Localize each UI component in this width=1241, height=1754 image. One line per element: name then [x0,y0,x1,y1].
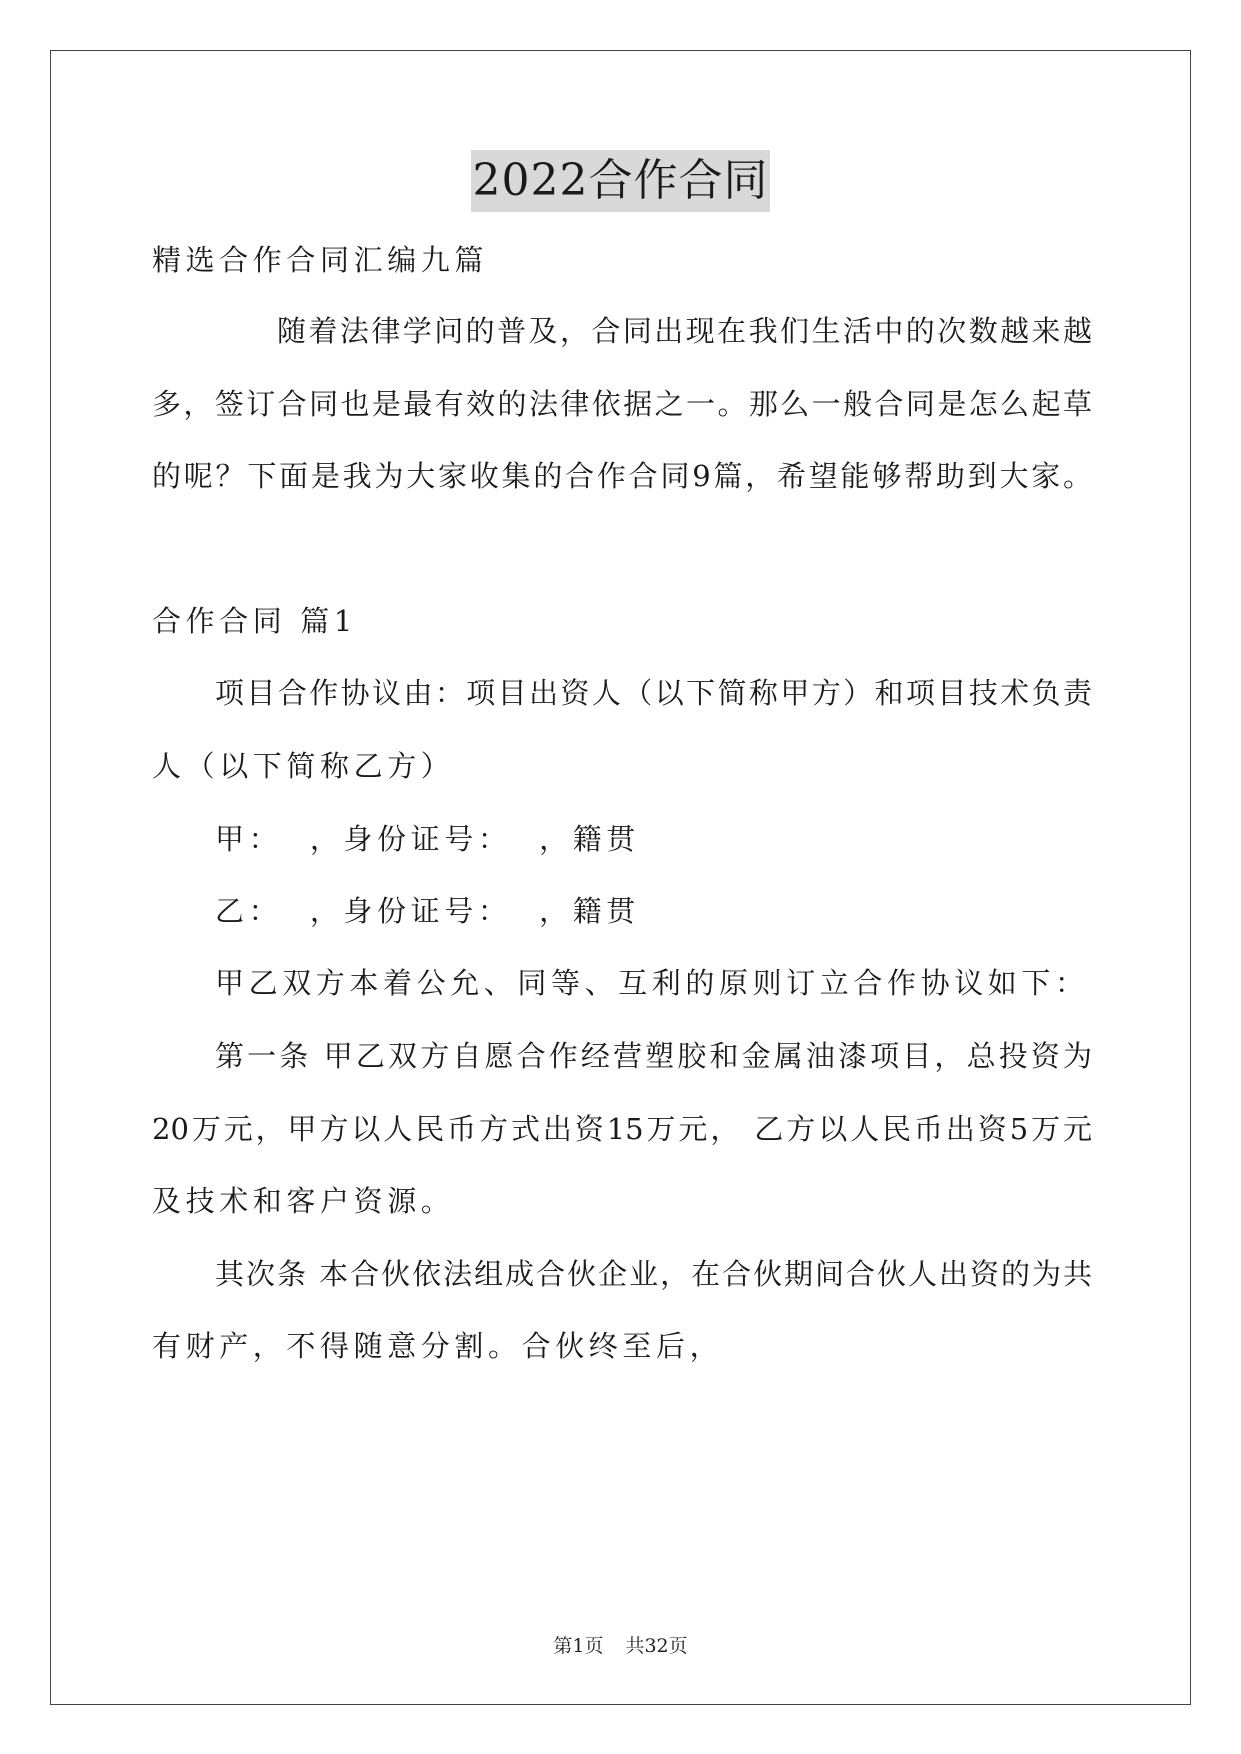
document-title: 2022合作合同 [471,150,771,212]
article-1-line-2: 20万元，甲方以人民币方式出资15万元， 乙方以人民币出资5万元 [152,1112,1092,1146]
section-heading: 合作合同 篇1 [152,604,357,638]
page-footer [0,1632,1241,1660]
intro-line-2: 多，签订合同也是最有效的法律依据之一。那么一般合同是怎么起草 [152,387,1092,421]
subtitle: 精选合作合同汇编九篇 [152,243,489,277]
page-border [50,50,1191,1705]
party-b-line: 乙： ，身份证号： ，籍贯 [215,894,640,928]
party-a-line: 甲： ，身份证号： ，籍贯 [215,822,640,856]
body-line-5: 甲乙双方本着公允、同等、互利的原则订立合作协议如下： [215,966,1089,1000]
body-line-1: 项目合作协议由：项目出资人（以下简称甲方）和项目技术负责 [215,676,1092,710]
article-2-line-1: 其次条 本合伙依法组成合伙企业，在合伙期间合伙人出资的为共 [215,1257,1092,1291]
title-container [0,150,1241,212]
article-2-line-2: 有财产，不得随意分割。合伙终至后， [152,1329,724,1363]
intro-line-3: 的呢？下面是我为大家收集的合作合同9篇，希望能够帮助到大家。 [152,459,1092,493]
article-1-line-3: 及技术和客户资源。 [152,1184,455,1218]
body-line-2: 人（以下简称乙方） [152,749,455,783]
article-1-line-1: 第一条 甲乙双方自愿合作经营塑胶和金属油漆项目，总投资为 [215,1039,1092,1073]
page-total: 共32页 [625,1635,688,1657]
intro-line-1: 随着法律学问的普及，合同出现在我们生活中的次数越来越 [277,314,1092,348]
page-number: 第1页 [553,1635,604,1657]
